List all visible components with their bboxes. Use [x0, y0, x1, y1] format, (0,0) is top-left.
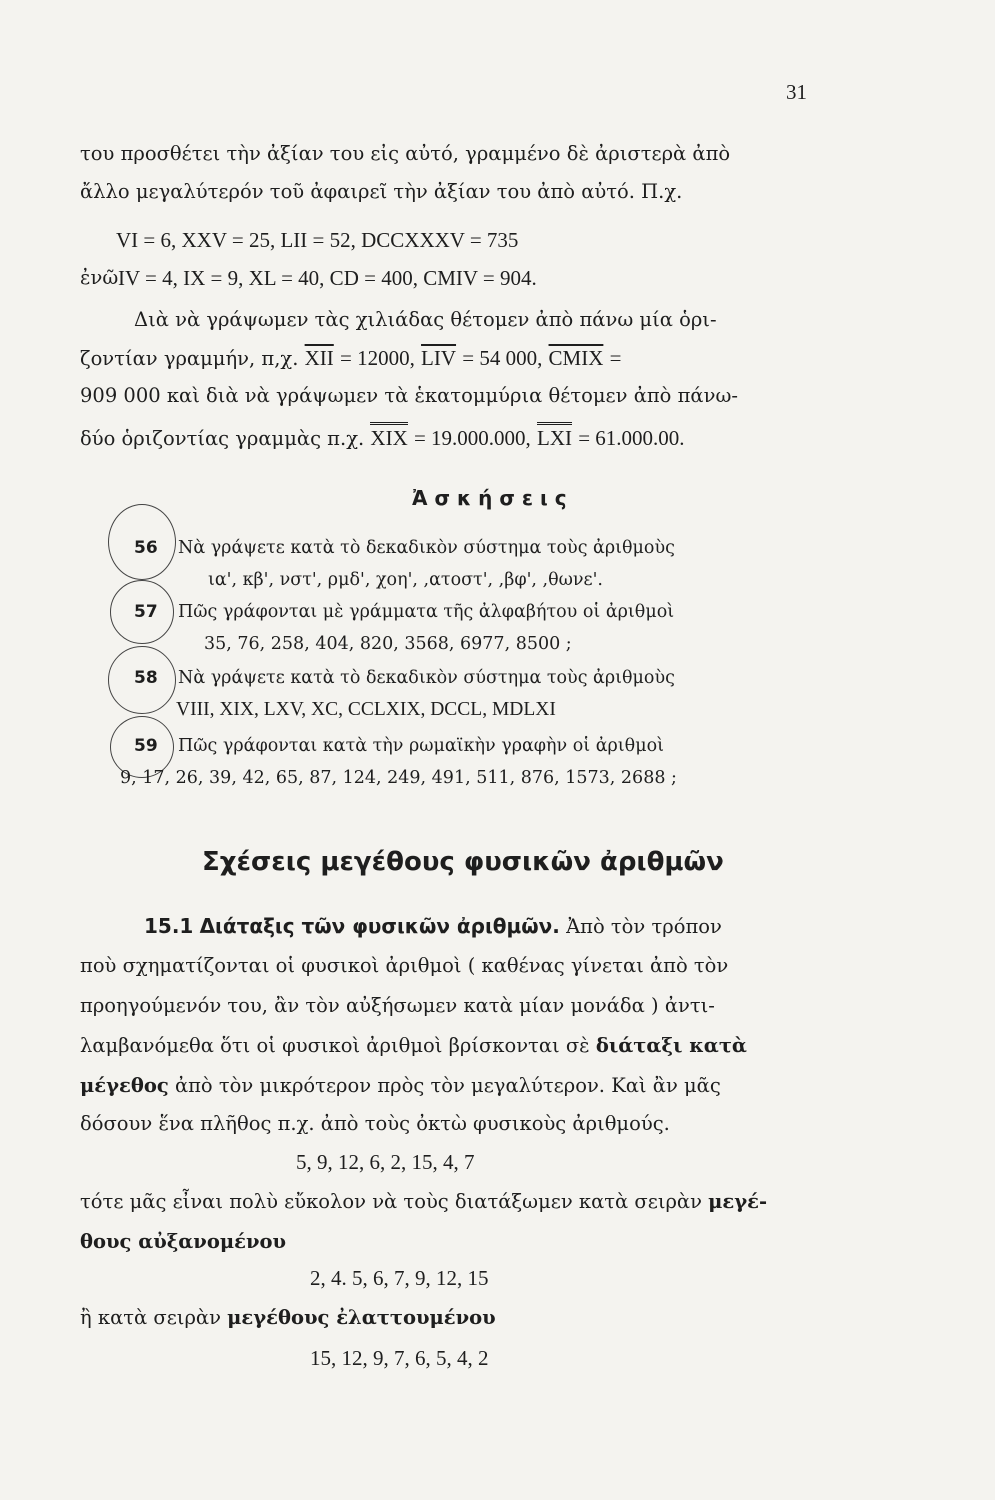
- para-1-line-4: λαμβανόμεθα ὅτι οἱ φυσικοὶ ἀριθμοὶ βρίσκονται σὲ διάταξι κατὰ: [80, 1034, 747, 1057]
- intro-line-2: ἄλλο μεγαλύτερόν τοῦ ἀφαιρεῖ τὴν ἀξίαν του ἀπὸ αὐτό. Π.χ.: [80, 180, 683, 203]
- exercise-59-line-1: Πῶς γράφονται κατὰ τὴν ρωμαϊκὴν γραφὴν οἱ ἀριθμοὶ: [178, 736, 664, 756]
- thousands-line-1: Διὰ νὰ γράψωμεν τὰς χιλιάδας θέτομεν ἀπὸ πάνω μία ὁρι-: [134, 308, 717, 331]
- roman-examples-2-prefix: ἐνῶ: [80, 266, 119, 289]
- exercise-number-58: 58: [134, 668, 158, 688]
- section-title: Σχέσεις μεγέθους φυσικῶν ἀριθμῶν: [202, 847, 724, 877]
- exercise-56-line-2: ια', κβ', νστ', ρμδ', χοη', ,ατοστ', ,βφ', ,θωνε'.: [208, 570, 603, 590]
- para-1-line-5: μέγεθος ἀπὸ τὸν μικρότερον πρὸς τὸν μεγαλύτερον. Καὶ ἂν μᾶς: [80, 1074, 721, 1097]
- thousands-line-3: 909 000 καὶ διὰ νὰ γράψωμεν τὰ ἑκατομμύρια θέτομεν ἀπὸ πάνω-: [80, 384, 738, 407]
- subsection-line-1: 15.1 Διάταξις τῶν φυσικῶν ἀριθμῶν. Ἀπὸ τὸν τρόπον: [144, 914, 722, 938]
- thousands-line-2: ζοντίαν γραμμήν, π,χ. $\overline{XII} = 12000$, $\overline{LIV} = 54$ 000, CMIX =: [80, 346, 622, 370]
- exercise-58-line-2: VIII, XIX, LXV, XC, CCLXIX, DCCL, MDLXI: [176, 699, 556, 720]
- para-1-line-6: δόσουν ἕνα πλῆθος π.χ. ἀπὸ τοὺς ὀκτὼ φυσικοὺς ἀριθμούς.: [80, 1112, 670, 1135]
- para-1-line-3: προηγούμενόν του, ἂν τὸν αὐξήσωμεν κατὰ μίαν μονάδα ) ἀντι-: [80, 994, 715, 1017]
- exercise-number-57: 57: [134, 602, 158, 622]
- exercise-57-line-2: 35, 76, 258, 404, 820, 3568, 6977, 8500 ;: [204, 634, 572, 654]
- para-2-line-1: τότε μᾶς εἶναι πολὺ εὔκολον νὰ τοὺς διατάξωμεν κατὰ σειρὰν μεγέ-: [80, 1190, 768, 1213]
- para-2-line-2: θους αὐξανομένου: [80, 1230, 287, 1253]
- double-overline-lxi: LXI: [537, 422, 572, 450]
- subsection-number: 15.1: [144, 914, 194, 938]
- roman-examples-1: VI = 6, XXV = 25, LII = 52, DCCXXXV = 735: [116, 228, 519, 252]
- bold-term-diataxi: διάταξι κατὰ: [595, 1034, 747, 1057]
- bold-term-megethos: μέγεθος: [80, 1074, 169, 1097]
- para-3: ἢ κατὰ σειρὰν μεγέθους ἐλαττουμένου: [80, 1306, 496, 1329]
- sequence-ascending: 2, 4. 5, 6, 7, 9, 12, 15: [310, 1266, 489, 1290]
- para-1-line-2: ποὺ σχηματίζονται οἱ φυσικοὶ ἀριθμοὶ ( καθένας γίνεται ἀπὸ τὸν: [80, 954, 729, 977]
- exercise-57-line-1: Πῶς γράφονται μὲ γράμματα τῆς ἀλφαβήτου οἱ ἀριθμοὶ: [178, 602, 675, 622]
- intro-line-1: του προσθέτει τὴν ἀξίαν του εἰς αὐτό, γραμμένο δὲ ἀριστερὰ ἀπὸ: [80, 142, 731, 165]
- exercises-heading: Ἀ σ κ ή σ ε ι ς: [412, 486, 567, 510]
- subsection-title: Διάταξις τῶν φυσικῶν ἀριθμῶν.: [199, 914, 560, 938]
- sequence-descending: 15, 12, 9, 7, 6, 5, 4, 2: [310, 1346, 489, 1370]
- exercise-59-line-2: 9, 17, 26, 39, 42, 65, 87, 124, 249, 491, 511, 876, 1573, 2688 ;: [120, 768, 677, 788]
- sequence-unordered: 5, 9, 12, 6, 2, 15, 4, 7: [296, 1150, 475, 1174]
- double-overline-xix: XIX: [370, 422, 407, 450]
- overline-xii: $\overline{XII}$: [304, 346, 334, 370]
- page-number: 31: [786, 80, 807, 104]
- exercise-number-56: 56: [134, 538, 158, 558]
- roman-examples-2: IV = 4, IX = 9, XL = 40, CD = 400, CMIV = 904.: [118, 266, 537, 290]
- exercise-number-59: 59: [134, 736, 158, 756]
- thousands-line-4: δύο ὁριζοντίας γραμμὰς π.χ. XIX = 19.000.000, LXI = 61.000.00.: [80, 426, 685, 451]
- overline-liv: $\overline{LIV}$: [421, 346, 457, 370]
- overline-cmix: CMIX: [548, 346, 604, 370]
- exercise-58-line-1: Νὰ γράψετε κατὰ τὸ δεκαδικὸν σύστημα τοὺς ἀριθμοὺς: [178, 668, 675, 688]
- exercise-56-line-1: Νὰ γράψετε κατὰ τὸ δεκαδικὸν σύστημα τοὺς ἀριθμοὺς: [178, 538, 675, 558]
